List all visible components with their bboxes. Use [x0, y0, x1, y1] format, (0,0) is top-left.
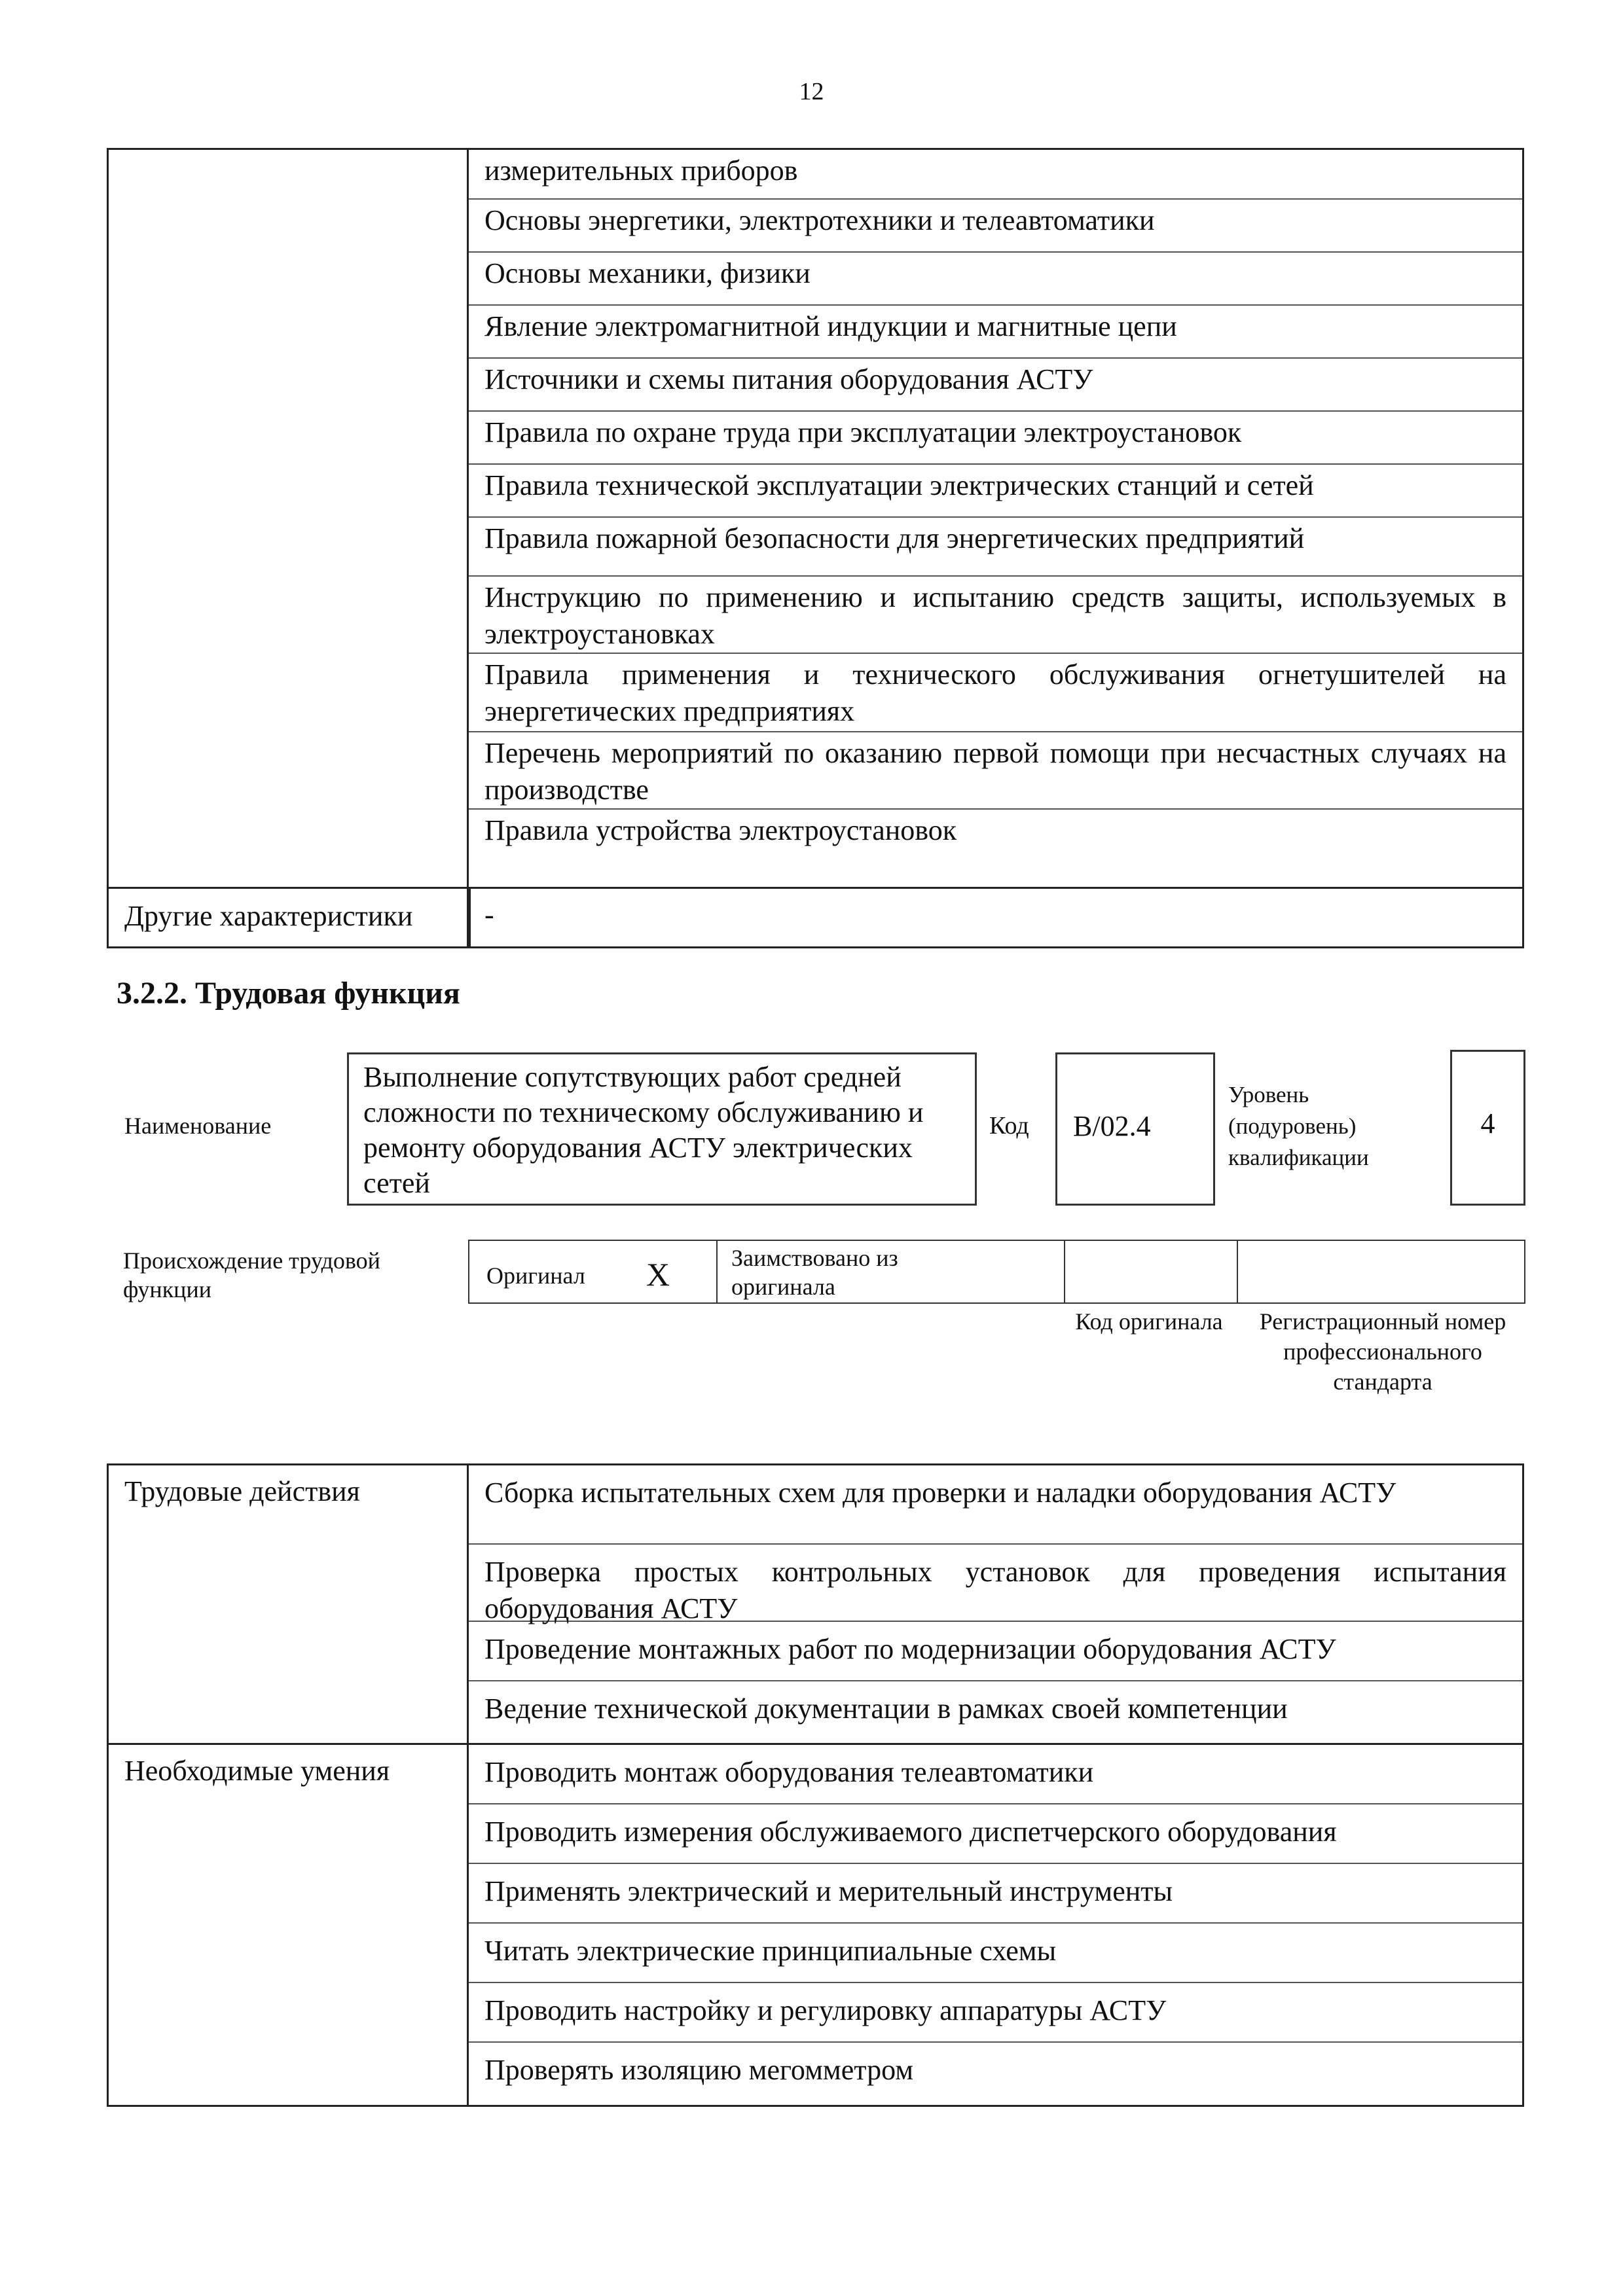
knowledge-item: Правила применения и технического обслуживания огнетушителей на энергетических предприятиях — [469, 654, 1522, 732]
knowledge-item: Перечень мероприятий по оказанию первой помощи при несчастных случаях на производстве — [469, 732, 1522, 810]
code-caption: Код оригинала — [1075, 1308, 1223, 1335]
level-box: 4 — [1450, 1050, 1525, 1206]
knowledge-item: Правила устройства электроустановок — [484, 814, 957, 846]
knowledge-left-cell — [109, 150, 469, 946]
section-title: 3.2.2. Трудовая функция — [117, 976, 460, 1011]
knowledge-table — [107, 148, 1524, 948]
other-characteristics-row — [109, 887, 1522, 946]
origin-table — [468, 1240, 1525, 1304]
other-characteristics-value: - — [484, 899, 494, 931]
original-label: Оригинал — [486, 1263, 585, 1289]
knowledge-items — [469, 150, 1522, 887]
labor-actions-group — [109, 1465, 1522, 1745]
labor-action-item: Сборка испытательных схем для проверки и наладки оборудования АСТУ — [469, 1465, 1522, 1545]
labor-action-item: Ведение технической документации в рамках своей компетенции — [484, 1693, 1288, 1725]
page-number: 12 — [799, 78, 824, 105]
code-box: B/02.4 — [1055, 1052, 1215, 1206]
knowledge-item: Источники и схемы питания оборудования АСТУ — [469, 359, 1522, 412]
skill-item: Применять электрический и мерительный инструменты — [469, 1864, 1522, 1924]
skill-item: Проводить измерения обслуживаемого диспетчерского оборудования — [469, 1804, 1522, 1864]
skill-item: Проверять изоляцию мегомметром — [484, 2054, 914, 2086]
function-name-box: Выполнение сопутствующих работ средней сложности по техническому обслуживанию и ремонту оборудования АСТУ электрических сетей — [347, 1052, 977, 1206]
knowledge-item: Правила по охране труда при эксплуатации электроустановок — [469, 412, 1522, 465]
knowledge-item: Правила пожарной безопасности для энергетических предприятий — [469, 518, 1522, 577]
level-label: Уровень (подуровень) квалификации — [1228, 1082, 1369, 1170]
labor-action-item: Проведение монтажных работ по модернизации оборудования АСТУ — [469, 1622, 1522, 1681]
knowledge-item: Правила технической эксплуатации электрических станций и сетей — [469, 465, 1522, 518]
required-skills-label: Необходимые умения — [109, 1745, 469, 2105]
labor-action-item: Проверка простых контрольных установок для проведения испытания оборудования АСТУ — [469, 1545, 1522, 1622]
name-label: Наименование — [124, 1113, 272, 1139]
knowledge-item: Основы энергетики, электротехники и телеавтоматики — [469, 200, 1522, 253]
labor-actions-label: Трудовые действия — [109, 1465, 469, 1743]
skill-item: Читать электрические принципиальные схемы — [469, 1924, 1522, 1983]
required-skills-group — [109, 1745, 1522, 2105]
skill-item: Проводить настройку и регулировку аппаратуры АСТУ — [469, 1983, 1522, 2043]
labor-table — [107, 1463, 1524, 2107]
skill-item: Проводить монтаж оборудования телеавтоматики — [469, 1745, 1522, 1804]
knowledge-item: Явление электромагнитной индукции и магнитные цепи — [469, 306, 1522, 359]
knowledge-item: Основы механики, физики — [469, 253, 1522, 306]
reg-number-caption: Регистрационный номер профессионального стандарта — [1259, 1308, 1506, 1395]
knowledge-item: Инструкцию по применению и испытанию средств защиты, используемых в электроустановках — [469, 577, 1522, 654]
knowledge-item: измерительных приборов — [469, 150, 1522, 200]
borrowed-label: Заимствовано из оригинала — [731, 1245, 898, 1300]
original-mark: X — [646, 1256, 670, 1293]
code-label: Код — [989, 1112, 1029, 1139]
origin-label: Происхождение трудовой функции — [123, 1247, 380, 1302]
other-characteristics-label: Другие характеристики — [124, 900, 413, 932]
